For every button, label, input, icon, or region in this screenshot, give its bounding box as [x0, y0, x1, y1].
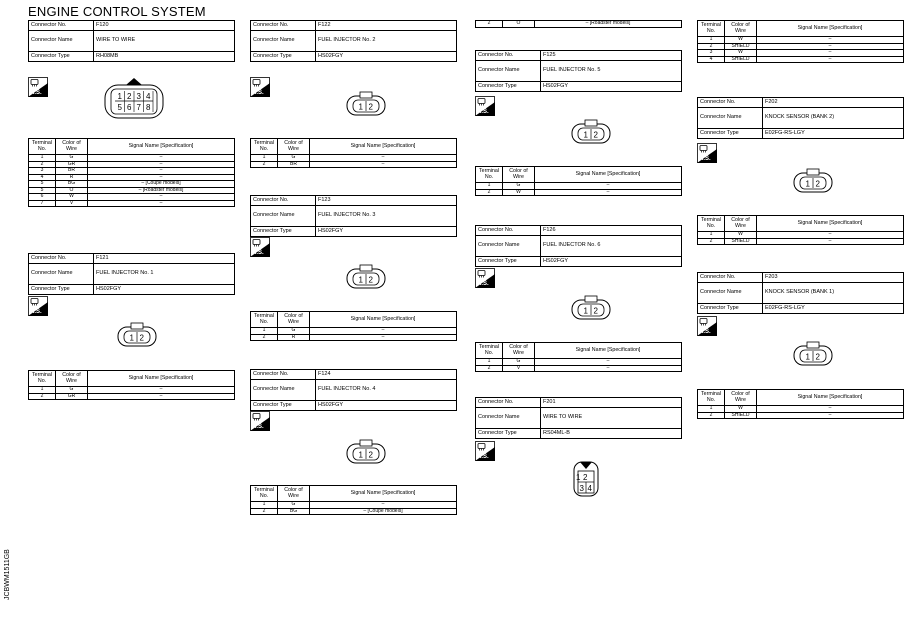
svg-text:H.S.: H.S.: [699, 156, 711, 162]
svg-text:3: 3: [579, 484, 584, 493]
connector-face-F120: [104, 77, 164, 124]
cell-color: SHIELD: [725, 43, 757, 50]
cell-color: BG: [278, 508, 310, 515]
cavity-2: 2: [139, 333, 144, 343]
header-signal-name: Signal Name [Specification]: [757, 21, 904, 37]
cell-signal: –: [88, 200, 235, 207]
cell-terminal: 1: [698, 406, 725, 413]
label-connector-no: Connector No.: [476, 398, 541, 408]
cavity-2: 2: [368, 275, 373, 285]
cavity-1: 1: [358, 102, 363, 112]
header-color-of-wire: Color of Wire: [503, 343, 535, 359]
label-connector-no: Connector No.: [251, 370, 316, 380]
header-terminal-no: Terminal No.: [698, 390, 725, 406]
cell-signal: –: [757, 412, 904, 419]
cell-color: GR: [56, 161, 88, 168]
header-color-of-wire: Color of Wire: [56, 371, 88, 387]
header-signal-name: Signal Name [Specification]: [88, 371, 235, 387]
harness-side-icon: [250, 77, 270, 97]
label-connector-name: Connector Name: [29, 31, 94, 52]
cell-terminal: 1: [251, 155, 278, 162]
value-name: FUEL INJECTOR No. 2: [316, 31, 457, 52]
value-type: HS02FGY: [316, 401, 457, 411]
header-color-of-wire: Color of Wire: [278, 486, 310, 502]
cell-signal: – [Coupe models]: [88, 181, 235, 188]
svg-text:4: 4: [146, 92, 151, 101]
label-connector-name: Connector Name: [476, 61, 541, 82]
label-connector-no: Connector No.: [29, 254, 94, 264]
label-connector-no: Connector No.: [251, 21, 316, 31]
svg-text:H.S.: H.S.: [30, 90, 42, 96]
cell-color: BG: [56, 181, 88, 188]
cell-color: G: [278, 328, 310, 335]
label-connector-type: Connector Type: [476, 257, 541, 267]
value-name: FUEL INJECTOR No. 3: [316, 206, 457, 227]
header-terminal-no: Terminal No.: [29, 139, 56, 155]
value-name: KNOCK SENSOR (BANK 2): [763, 108, 904, 129]
value-name: FUEL INJECTOR No. 6: [541, 236, 682, 257]
cell-terminal: 1: [251, 328, 278, 335]
label-connector-type: Connector Type: [251, 52, 316, 62]
svg-text:H.S.: H.S.: [252, 90, 264, 96]
connector-face-F124: [344, 439, 388, 470]
label-connector-type: Connector Type: [698, 304, 763, 314]
table-row: [251, 161, 457, 168]
cell-signal: – [Coupe models]: [310, 508, 457, 515]
cell-terminal: 2: [251, 508, 278, 515]
cavity-2: 2: [368, 102, 373, 112]
terminal-table-F202: [697, 215, 904, 245]
cell-signal: –: [757, 43, 904, 50]
table-row: [251, 508, 457, 515]
connector-face-F203: [791, 341, 835, 372]
value-type: E02FG-RS-LGY: [763, 129, 904, 139]
value-type: HS02FGY: [316, 227, 457, 237]
value-name: FUEL INJECTOR No. 1: [94, 264, 235, 285]
header-color-of-wire: Color of Wire: [725, 216, 757, 232]
value-no: F122: [316, 21, 457, 31]
header-terminal-no: Terminal No.: [251, 312, 278, 328]
cell-signal: –: [88, 174, 235, 181]
terminal-table-F125: [475, 166, 682, 196]
cell-signal: –: [535, 189, 682, 196]
svg-text:3: 3: [136, 92, 141, 101]
connector-info-F125: [475, 50, 682, 92]
table-row: [476, 365, 682, 372]
cell-terminal: 2: [476, 21, 503, 28]
header-terminal-no: Terminal No.: [698, 21, 725, 37]
cavity-1: 1: [129, 333, 134, 343]
connector-face-F201: [571, 458, 601, 503]
value-no: F120: [94, 21, 235, 31]
cell-terminal: 5: [29, 187, 56, 194]
header-signal-name: Signal Name [Specification]: [535, 343, 682, 359]
cell-signal: –: [757, 232, 904, 239]
value-type: RS04ML-B: [541, 429, 682, 439]
terminal-table-F203: [697, 389, 904, 419]
cell-color: BR: [278, 161, 310, 168]
header-signal-name: Signal Name [Specification]: [310, 312, 457, 328]
svg-text:4: 4: [587, 484, 592, 493]
value-name: WIRE TO WIRE: [541, 408, 682, 429]
cell-color: G: [278, 155, 310, 162]
header-signal-name: Signal Name [Specification]: [310, 139, 457, 155]
connector-info-F201: [475, 397, 682, 439]
cell-color: O: [56, 187, 88, 194]
value-type: RH08MB: [94, 52, 235, 62]
header-terminal-no: Terminal No.: [29, 371, 56, 387]
page-title: ENGINE CONTROL SYSTEM: [28, 4, 206, 19]
connector-face-F126: [569, 295, 613, 326]
label-connector-name: Connector Name: [698, 283, 763, 304]
header-color-of-wire: Color of Wire: [278, 139, 310, 155]
connector-info-F120: [28, 20, 235, 62]
value-type: HS02FGY: [541, 82, 682, 92]
value-name: FUEL INJECTOR No. 5: [541, 61, 682, 82]
cell-color: W: [725, 37, 757, 44]
label-connector-name: Connector Name: [251, 206, 316, 227]
table-row: [698, 56, 904, 63]
cell-terminal: 7: [29, 200, 56, 207]
cell-signal: –: [88, 155, 235, 162]
cell-terminal: 2: [476, 365, 503, 372]
label-connector-no: Connector No.: [29, 21, 94, 31]
value-name: KNOCK SENSOR (BANK 1): [763, 283, 904, 304]
label-connector-no: Connector No.: [698, 273, 763, 283]
value-type: E02FG-RS-LGY: [763, 304, 904, 314]
cell-terminal: 2: [476, 189, 503, 196]
table-row: [29, 393, 235, 400]
cell-terminal: 3: [29, 168, 56, 175]
header-signal-name: Signal Name [Specification]: [88, 139, 235, 155]
svg-text:H.S.: H.S.: [252, 250, 264, 256]
cell-terminal: 2: [698, 412, 725, 419]
cell-signal: –: [88, 194, 235, 201]
header-color-of-wire: Color of Wire: [278, 312, 310, 328]
connector-info-F202: [697, 97, 904, 139]
cell-signal: – [Roadster models]: [535, 21, 682, 28]
table-row: [251, 334, 457, 341]
cell-color: GR: [56, 393, 88, 400]
value-no: F125: [541, 51, 682, 61]
connector-face-F202: [791, 168, 835, 199]
label-connector-name: Connector Name: [698, 108, 763, 129]
header-color-of-wire: Color of Wire: [56, 139, 88, 155]
table-row: [29, 200, 235, 207]
harness-side-icon: [697, 143, 717, 163]
cell-color: W: [725, 50, 757, 57]
cavity-2: 2: [593, 130, 598, 140]
cell-terminal: 4: [29, 174, 56, 181]
value-no: F202: [763, 98, 904, 108]
svg-text:H.S.: H.S.: [477, 109, 489, 115]
svg-text:H.S.: H.S.: [30, 309, 42, 315]
label-connector-type: Connector Type: [476, 82, 541, 92]
value-no: F124: [316, 370, 457, 380]
header-color-of-wire: Color of Wire: [725, 390, 757, 406]
label-connector-name: Connector Name: [476, 408, 541, 429]
value-no: F126: [541, 226, 682, 236]
cell-color: W: [503, 189, 535, 196]
terminal-table-F120: [28, 138, 235, 207]
svg-text:6: 6: [127, 103, 132, 112]
figure-code: JCBWM1511GB: [4, 549, 11, 600]
cell-color: W: [725, 232, 757, 239]
cell-terminal: 1: [29, 387, 56, 394]
cell-terminal: 1: [698, 232, 725, 239]
svg-text:1: 1: [117, 92, 122, 101]
table-row: [698, 238, 904, 245]
cell-signal: –: [310, 502, 457, 509]
cell-terminal: 5: [29, 181, 56, 188]
header-terminal-no: Terminal No.: [251, 486, 278, 502]
cell-color: SHIELD: [725, 238, 757, 245]
svg-text:5: 5: [117, 103, 122, 112]
cell-signal: –: [310, 161, 457, 168]
cell-signal: –: [757, 56, 904, 63]
connector-info-F126: [475, 225, 682, 267]
connector-face-F122: [344, 91, 388, 122]
value-no: F201: [541, 398, 682, 408]
connector-info-F203: [697, 272, 904, 314]
label-connector-no: Connector No.: [698, 98, 763, 108]
cell-signal: –: [535, 365, 682, 372]
cavity-1: 1: [583, 130, 588, 140]
cell-terminal: 1: [251, 502, 278, 509]
header-terminal-no: Terminal No.: [698, 216, 725, 232]
cavity-1: 1: [805, 179, 810, 189]
cell-signal: –: [310, 155, 457, 162]
label-connector-name: Connector Name: [251, 31, 316, 52]
terminal-table-F121: [28, 370, 235, 400]
cell-signal: –: [88, 387, 235, 394]
cell-terminal: 3: [698, 50, 725, 57]
svg-text:H.S.: H.S.: [477, 454, 489, 460]
cell-color: SHIELD: [725, 412, 757, 419]
cell-terminal: 2: [698, 43, 725, 50]
cell-signal: –: [88, 393, 235, 400]
cavity-1: 1: [358, 275, 363, 285]
label-connector-type: Connector Type: [251, 227, 316, 237]
cell-terminal: 2: [29, 393, 56, 400]
terminal-table-F122: [250, 138, 457, 168]
cell-signal: –: [757, 238, 904, 245]
cell-terminal: 1: [476, 359, 503, 366]
cell-color: BR: [56, 168, 88, 175]
cavity-2: 2: [368, 450, 373, 460]
value-type: HS02FGY: [541, 257, 682, 267]
cell-terminal: 2: [698, 238, 725, 245]
cell-terminal: 1: [29, 155, 56, 162]
cavity-2: 2: [815, 352, 820, 362]
cell-color: G: [278, 502, 310, 509]
table-row: [476, 189, 682, 196]
label-connector-type: Connector Type: [29, 285, 94, 295]
harness-side-icon: [250, 237, 270, 257]
cell-terminal: 2: [29, 161, 56, 168]
cell-color: R: [56, 174, 88, 181]
label-connector-type: Connector Type: [29, 52, 94, 62]
label-connector-name: Connector Name: [251, 380, 316, 401]
label-connector-no: Connector No.: [251, 196, 316, 206]
cell-color: V: [503, 365, 535, 372]
header-terminal-no: Terminal No.: [251, 139, 278, 155]
cell-signal: –: [310, 328, 457, 335]
terminal-table-F123: [250, 311, 457, 341]
cell-signal: –: [88, 161, 235, 168]
cell-color: G: [56, 155, 88, 162]
value-no: F123: [316, 196, 457, 206]
cell-color: W: [725, 406, 757, 413]
value-no: F121: [94, 254, 235, 264]
cavity-1: 1: [805, 352, 810, 362]
harness-side-icon: [28, 77, 48, 97]
cell-terminal: 1: [476, 183, 503, 190]
cavity-2: 2: [593, 306, 598, 316]
svg-text:2: 2: [583, 473, 588, 482]
cell-signal: –: [535, 183, 682, 190]
svg-text:H.S.: H.S.: [699, 329, 711, 335]
cell-color: G: [503, 359, 535, 366]
connector-info-F122: [250, 20, 457, 62]
label-connector-name: Connector Name: [476, 236, 541, 257]
svg-text:8: 8: [146, 103, 151, 112]
svg-text:2: 2: [127, 92, 132, 101]
cell-color: O: [503, 21, 535, 28]
cell-color: SHIELD: [725, 56, 757, 63]
svg-text:1: 1: [576, 473, 581, 482]
harness-side-icon: [28, 296, 48, 316]
harness-side-icon: [475, 96, 495, 116]
cell-signal: –: [757, 50, 904, 57]
cavity-2: 2: [815, 179, 820, 189]
connector-info-F121: [28, 253, 235, 295]
terminal-table-continued: [475, 20, 682, 28]
connector-face-F121: [115, 322, 159, 353]
cell-color: G: [56, 387, 88, 394]
harness-side-icon: [697, 316, 717, 336]
table-row: [698, 412, 904, 419]
value-no: F203: [763, 273, 904, 283]
svg-text:H.S.: H.S.: [477, 281, 489, 287]
header-signal-name: Signal Name [Specification]: [310, 486, 457, 502]
label-connector-name: Connector Name: [29, 264, 94, 285]
label-connector-no: Connector No.: [476, 226, 541, 236]
cell-terminal: 1: [698, 37, 725, 44]
terminal-table-F201: [697, 20, 904, 63]
header-signal-name: Signal Name [Specification]: [757, 390, 904, 406]
cell-color: R: [278, 334, 310, 341]
connector-face-F125: [569, 119, 613, 150]
cavity-1: 1: [583, 306, 588, 316]
harness-side-icon: [475, 268, 495, 288]
terminal-table-F126: [475, 342, 682, 372]
header-terminal-no: Terminal No.: [476, 167, 503, 183]
svg-text:H.S.: H.S.: [252, 424, 264, 430]
svg-text:7: 7: [136, 103, 141, 112]
cell-color: W: [56, 194, 88, 201]
header-signal-name: Signal Name [Specification]: [757, 216, 904, 232]
cell-terminal: 2: [251, 334, 278, 341]
cell-signal: –: [757, 406, 904, 413]
table-row: [476, 21, 682, 28]
cell-signal: –: [535, 359, 682, 366]
label-connector-type: Connector Type: [476, 429, 541, 439]
harness-side-icon: [475, 441, 495, 461]
cell-terminal: 4: [698, 56, 725, 63]
header-color-of-wire: Color of Wire: [725, 21, 757, 37]
value-name: FUEL INJECTOR No. 4: [316, 380, 457, 401]
cell-signal: –: [757, 37, 904, 44]
cell-signal: –: [310, 334, 457, 341]
cell-terminal: 2: [251, 161, 278, 168]
cell-color: V: [56, 200, 88, 207]
cavity-1: 1: [358, 450, 363, 460]
label-connector-type: Connector Type: [251, 401, 316, 411]
label-connector-no: Connector No.: [476, 51, 541, 61]
harness-side-icon: [250, 411, 270, 431]
cell-signal: –: [88, 168, 235, 175]
cell-signal: – [Roadster models]: [88, 187, 235, 194]
connector-info-F123: [250, 195, 457, 237]
value-type: HS02FGY: [94, 285, 235, 295]
cell-color: G: [503, 183, 535, 190]
terminal-table-F124: [250, 485, 457, 515]
label-connector-type: Connector Type: [698, 129, 763, 139]
cell-terminal: 6: [29, 194, 56, 201]
value-type: HS02FGY: [316, 52, 457, 62]
header-color-of-wire: Color of Wire: [503, 167, 535, 183]
header-terminal-no: Terminal No.: [476, 343, 503, 359]
connector-info-F124: [250, 369, 457, 411]
header-signal-name: Signal Name [Specification]: [535, 167, 682, 183]
connector-face-F123: [344, 264, 388, 295]
value-name: WIRE TO WIRE: [94, 31, 235, 52]
